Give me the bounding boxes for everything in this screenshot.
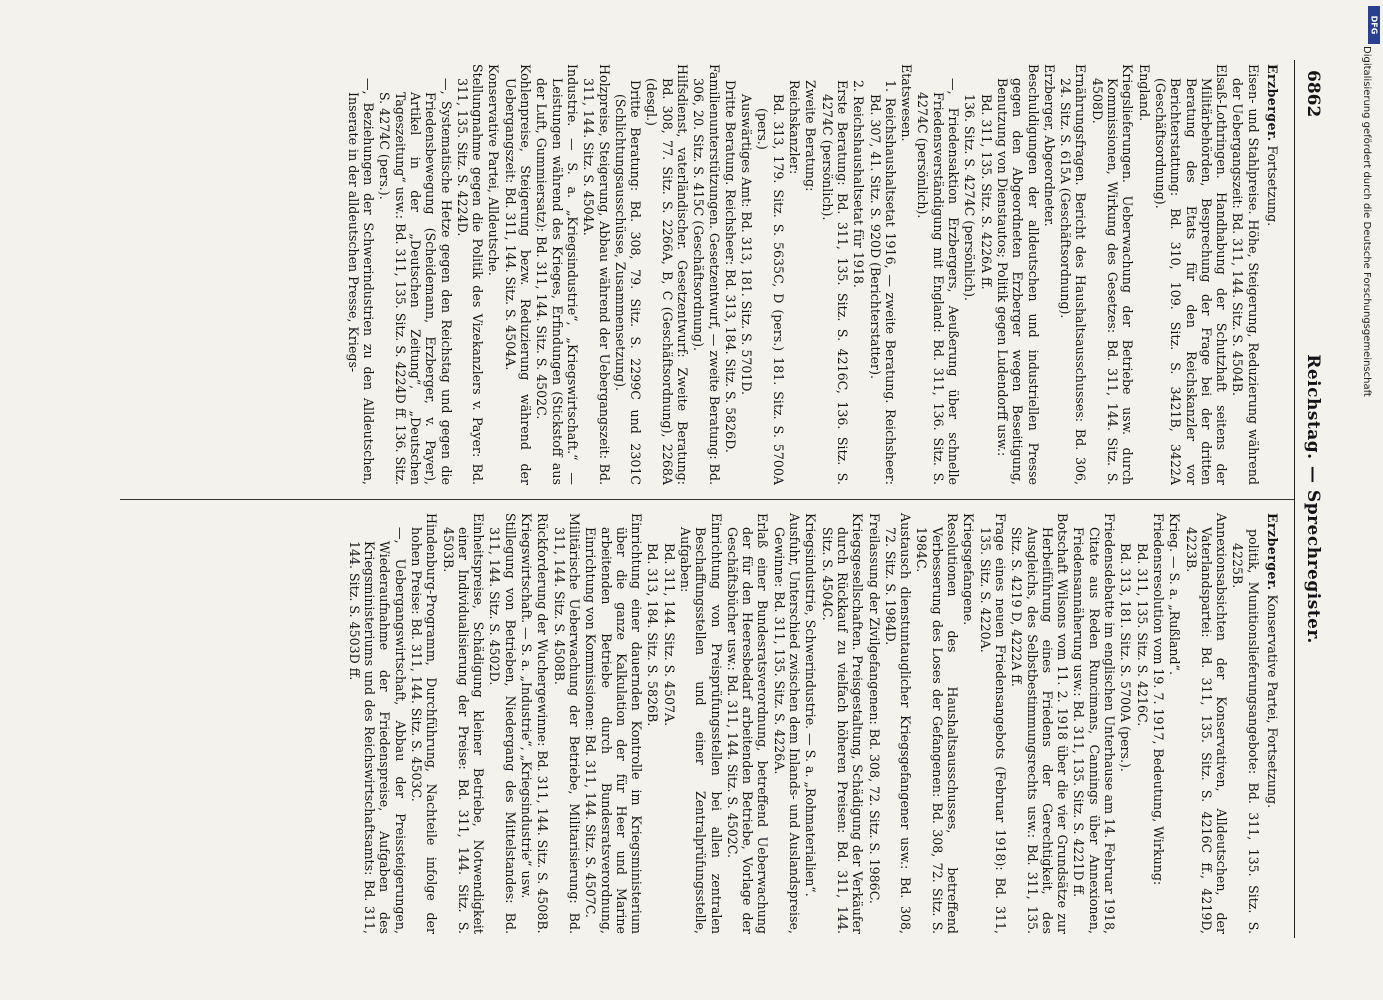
register-entry: Bd. 313, 179. Sitz. S. 5635C, D (pers.) 181. Sitz. S. 5700A (pers.): [755, 94, 786, 485]
register-entry: Kohlenpreise, Steigerung bezw. Reduzierung während der Uebergangszeit: Bd. 311, 144. Sitz. S. 4504A.: [502, 64, 534, 485]
left-entries: [345, 64, 1260, 485]
register-entry: Beschuldigungen der alldeutschen und industriellen Presse gegen den Abgeordneten Erzberger wegen Beseitigung, Benutzung von Dienstautos; Politik gegen Ludendorff usw.:: [994, 64, 1041, 485]
register-entry: Annexionsabsichten der Konservativen, Alldeutschen, der Vaterlandspartei: Bd. 311, 135. Sitz. S. 4216C ff., 4219D, 4223B.: [1183, 513, 1230, 934]
register-entry: Kriegslieferungen. Ueberwachung der Betriebe usw. durch Kommissionen, Wirkung des Gesetzes: Bd. 311, 144. Sitz. S. 4508D.: [1089, 64, 1136, 485]
register-entry: Hilfsdienst, vaterländischer. Gesetzentwurf: Zweite Beratung: Bd. 308, 77. Sitz. S. 2266A, B, C (Geschäftsordnung), 2268A (desgl.): [644, 64, 691, 485]
register-entry: Bd. 311, 135. Sitz. S. 4226A ff.: [978, 94, 994, 290]
register-entry: Friedensdebatte im englischen Unterhause am 14. Februar 1918, Citate aus Reden Runcimans, Cannings über Annexionen, Friedensannäherung usw.: Bd. 311, 135. Sitz. S. 4221D ff.: [1071, 513, 1118, 934]
right-column: [120, 499, 1280, 938]
right-head-continuation: Konservative Partei, Fortsetzung.: [1265, 594, 1280, 809]
right-entries: [346, 513, 1260, 934]
register-entry: Kriegsindustrie, Schwerindustrie. — S. a. „Rohmaterialien“.: [803, 513, 819, 897]
register-entry: Dritte Beratung: Bd. 308, 79. Sitz. S. 2299C und 2301C (Schlichtungsausschüsse, Zusammensetzung).: [612, 80, 644, 485]
register-entry: Kriegsgesellschaften. Preisgestaltung, Schädigung der Verkäufer durch Rückkauf zu vielfach höheren Preisen: Bd. 311, 144. Sitz. S. 4504C.: [819, 513, 866, 934]
register-entry: Erzberger, Abgeordneter.: [1041, 64, 1057, 227]
register-entry: Frage eines neuen Friedensangebots (Februar 1918): Bd. 311, 135. Sitz. S. 4220A.: [977, 513, 1008, 934]
running-title: Reichstag. — Sprechregister.: [1303, 354, 1323, 644]
register-entry: Friedensresolution vom 19. 7. 1917, Bedeutung, Wirkung:: [1150, 513, 1166, 886]
register-entry: Reichskanzler:: [787, 80, 803, 175]
page-header: [1294, 60, 1325, 938]
dfg-logo: [1368, 6, 1380, 44]
register-entry: Zweite Beratung:: [803, 80, 819, 192]
register-entry: Bd. 313, 184. Sitz. S. 5826B.: [645, 543, 661, 727]
register-entry: Eisen- und Stahlpreise. Höhe, Steigerung, Reduzierung während der Uebergangszeit: Bd. 311, 144. Sitz. S. 4504B.: [1230, 64, 1261, 485]
register-entry: Einrichtung von Preisprüfungsstellen bei allen zentralen Beschaffungsstellen und einer Zentralprüfungsstelle, Aufgaben:: [678, 513, 724, 934]
register-entry: Austausch dienstuntauglicher Kriegsgefangener usw.: Bd. 308, 72. Sitz. S. 1984D.: [882, 513, 914, 934]
register-entry: Resolutionen des Haushaltsausschusses, betreffend Verbesserung des Loses der Gefangenen: Bd. 308, 72. Sitz. S. 1984C.: [914, 513, 961, 934]
register-entry: Bd. 313, 181. Sitz. S. 5700A (pers.).: [1118, 543, 1134, 772]
left-head-continuation: Fortsetzung.: [1265, 145, 1280, 227]
register-entry: Rückforderung der Wuchergewinne: Bd. 311, 144. Sitz. S. 4508B.: [535, 513, 551, 934]
register-entry: Militärische Ueberwachung der Betriebe, Militarisierung: Bd. 311, 144. Sitz. S. 4508B.: [551, 513, 582, 934]
register-entry: Krieg. — S. a. „Rußland“.: [1167, 513, 1183, 675]
register-entry: —, Systematische Hetze gegen den Reichstag und gegen die Friedensbewegung (Scheidemann, Erzberger, v. Payer), Artikel in der „Deutschen Zeitung“, „Deutschen Tageszeitung“ usw.: Bd. 311, 135. Sitz. S. 4224D ff. 136. Sitz. S. 4274C (pers.).: [377, 78, 454, 485]
register-entry: Bd. 311, 144. Sitz. S. 4507A.: [661, 543, 677, 727]
register-entry: Dritte Beratung. Reichsheer: Bd. 313, 184. Sitz. S. 5826D.: [722, 80, 738, 453]
register-entry: Holzpreise, Steigerung, Abbau während der Uebergangszeit: Bd. 311, 144. Sitz. S. 4504A.: [581, 64, 612, 485]
register-entry: Bd. 311, 135. Sitz. S. 4216C.: [1134, 543, 1150, 727]
register-entry: Konservative Partei, Alldeutsche.: [486, 64, 502, 276]
register-entry: Ausfuhr, Unterschied zwischen dem Inlands- und Auslandspreise, Gewinne: Bd. 311, 135. Sitz. S. 4226A.: [771, 513, 803, 934]
register-entry: Erste Beratung: Bd. 311, 135. Sitz. S. 4216C, 136. Sitz. S. 4274C (persönlich).: [819, 80, 850, 485]
right-head-keyword: Erzberger.: [1265, 513, 1280, 591]
register-entry: Kriegsgefangene.: [961, 513, 977, 626]
register-entry: Stillegung von Betrieben, Niedergang des Mittelstandes: Bd. 311, 144. Sitz. S. 4502D.: [487, 513, 518, 934]
right-column-head: [1265, 513, 1280, 934]
register-entry: politik, Munitionslieferungsangebote: Bd. 311, 135. Sitz. S. 4225B.: [1230, 529, 1261, 934]
left-column-head: [1265, 64, 1280, 485]
register-entry: Kriegswirtschaft. — S. a. „Industrie“, „Kriegsindustrie“ usw.: [519, 513, 535, 899]
register-entry: 136. Sitz. S. 4274C (persönlich).: [962, 94, 978, 302]
digitization-note: Digitalisierung gefördert durch die Deutsche Forschungsgemeinschaft: [1361, 46, 1372, 397]
register-entry: Einheitspreise, Schädigung kleiner Betriebe, Notwendigkeit einer Individualisierung der Preise: Bd. 311, 144. Sitz. S. 4503B.: [440, 513, 487, 934]
register-entry: Botschaft Wilsons vom 11. 2. 1918 über die vier Grundsätze zur Herbeiführung eines Friedens der Gerechtigkeit, des Ausgleichs, des Selbstbestimmungsrechts usw.: Bd. 311, 135. Sitz. S. 4219 D, 4222A ff.: [1009, 513, 1071, 934]
page-number: 6862: [1303, 70, 1323, 118]
dfg-logo-text: DFG: [1369, 15, 1379, 35]
left-column: [120, 60, 1280, 499]
two-column-body: [120, 60, 1280, 938]
register-entry: —, Friedensaktion Erzbergers, Aeußerung über schnelle Friedensverständigung mit England: Bd. 311, 136. Sitz. S. 4274C (persönlich).: [915, 78, 962, 485]
register-entry: —, Uebergangswirtschaft, Abbau der Preissteigerungen, Wiederaufnahme der Friedenspreise, Aufgaben des Kriegsministeriums und des Reichswirtschaftsamts: Bd. 311, 144. Sitz. S. 4503D ff.: [346, 527, 408, 934]
register-entry: Erlaß einer Bundesratsverordnung, betreffend Ueberwachung der für den Heeresbedarf arbeitenden Betriebe, Vorlage der Geschäftsbücher usw.: Bd. 311, 144. Sitz. S. 4502C.: [724, 513, 771, 934]
register-entry: 1. Reichshaushaltsetat 1916, — zweite Beratung. Reichsheer: Bd. 307, 41. Sitz. S. 920D (Berichterstatter).: [867, 80, 898, 485]
left-head-keyword: Erzberger.: [1265, 64, 1280, 142]
register-entry: England.: [1136, 64, 1152, 122]
register-entry: Freilassung der Zivilgefangenen: Bd. 308, 72. Sitz. S. 1986C.: [866, 513, 882, 904]
register-entry: Hindenburg-Programm, Durchführung, Nachteile infolge der hohen Preise: Bd. 311, 144. Sitz. S. 4503C.: [408, 513, 440, 934]
register-entry: —, Beziehungen der Schwerindustrien zu den Alldeutschen, Inserate in der alldeutschen Presse, Kriegs-: [345, 78, 377, 485]
column-divider: [120, 499, 1294, 500]
register-entry: Elsaß-Lothringen. Handhabung der Schutzhaft seitens der Militärbehörden, Besprechung der Frage bei der dritten Beratung des Etats für den Reichskanzler vor Berichterstattung: Bd. 310, 109. Sitz. S. 3421B, 3422A (Geschäftsordnung).: [1152, 64, 1230, 485]
register-entry: Familienunterstützungen. Gesetzentwurf, — zweite Beratung: Bd. 306, 20. Sitz. S. 415C (Geschäftsordnung).: [691, 64, 722, 485]
register-entry: Etatswesen.: [899, 64, 915, 142]
register-entry: Industrie. — S. a. „Kriegsindustrie“, „Kriegswirtschaft.“ — Leistungen während des Krieges, Erfindungen (Stickstoff aus der Luft, Gummiersatz): Bd. 311, 144. Sitz. S. 4502C.: [534, 64, 580, 485]
register-entry: Stellungnahme gegen die Politik des Vizekanzlers v. Payer: Bd. 311, 135. Sitz. S. 4224D.: [454, 64, 486, 485]
register-entry: Auswärtiges Amt: Bd. 313, 181. Sitz. S. 5701D.: [739, 94, 755, 396]
register-entry: Ernährungsfragen. Bericht des Haushaltsausschusses: Bd. 306, 24. Sitz. S. 615A (Geschäftsordnung).: [1058, 64, 1089, 485]
register-entry: 2. Reichshaushaltsetat für 1918.: [851, 80, 867, 288]
register-entry: Einrichtung einer dauernden Kontrolle im Kriegsministerium über die ganze Kalkulation der für Heer und Marine arbeitenden Betriebe durch Bundesratsverordnung, Einrichtung von Kommissionen: Bd. 311, 144. Sitz. S. 4507C.: [583, 513, 645, 934]
